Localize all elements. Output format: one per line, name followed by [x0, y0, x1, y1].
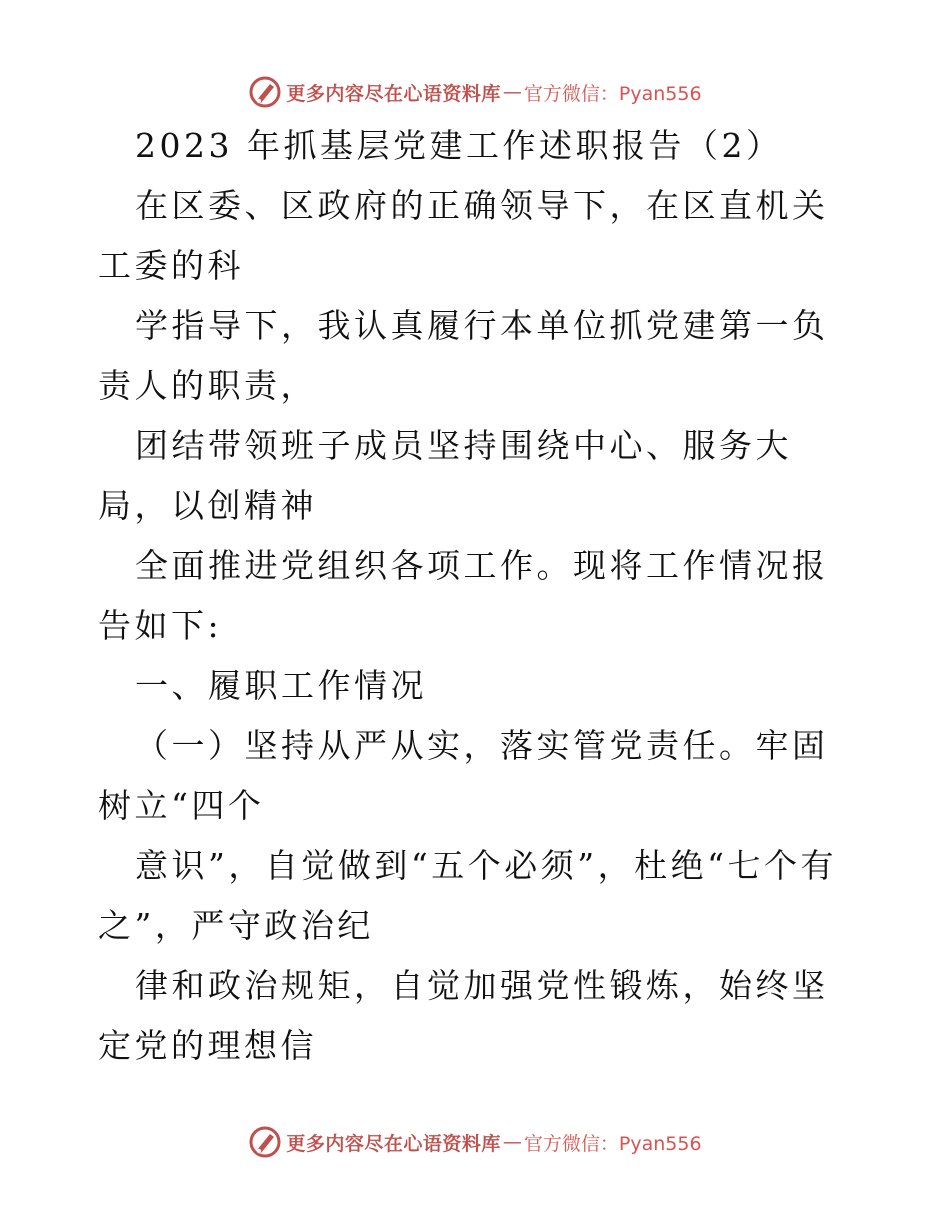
watermark-wechat: 官方微信：Pyan556 [523, 1132, 702, 1155]
watermark-wechat: 官方微信：Pyan556 [523, 82, 702, 105]
pen-in-circle-logo [248, 75, 282, 109]
paragraph: 全面推进党组织各项工作。现将工作情况报告如下: [98, 546, 829, 645]
section-heading: 一、履职工作情况 [135, 666, 427, 705]
paragraph: 学指导下，我认真履行本单位抓党建第一负责人的职责， [98, 306, 829, 405]
paragraph: 律和政治规矩，自觉加强党性锻炼，始终坚定党的理想信 [98, 966, 829, 1065]
pen-in-circle-logo [248, 1125, 282, 1159]
document-body [98, 116, 858, 1076]
watermark-text: 更多内容尽在心语资料库 [286, 82, 501, 105]
paragraph: 意识”，自觉做到“五个必须”，杜绝“七个有之”，严守政治纪 [98, 846, 837, 945]
paragraph: 团结带领班子成员坚持围绕中心、服务大局，以创精神 [98, 426, 792, 525]
document-title: 2023 年抓基层党建工作述职报告（2） [135, 126, 783, 165]
watermark-separator: — [502, 81, 522, 103]
watermark-separator: — [502, 1131, 522, 1153]
watermark-text: 更多内容尽在心语资料库 [286, 1132, 501, 1155]
header-watermark [0, 72, 950, 112]
paragraph: 在区委、区政府的正确领导下，在区直机关工委的科 [98, 186, 829, 285]
footer-watermark [0, 1122, 950, 1162]
paragraph: （一）坚持从严从实，落实管党责任。牢固树立“四个 [98, 726, 829, 825]
